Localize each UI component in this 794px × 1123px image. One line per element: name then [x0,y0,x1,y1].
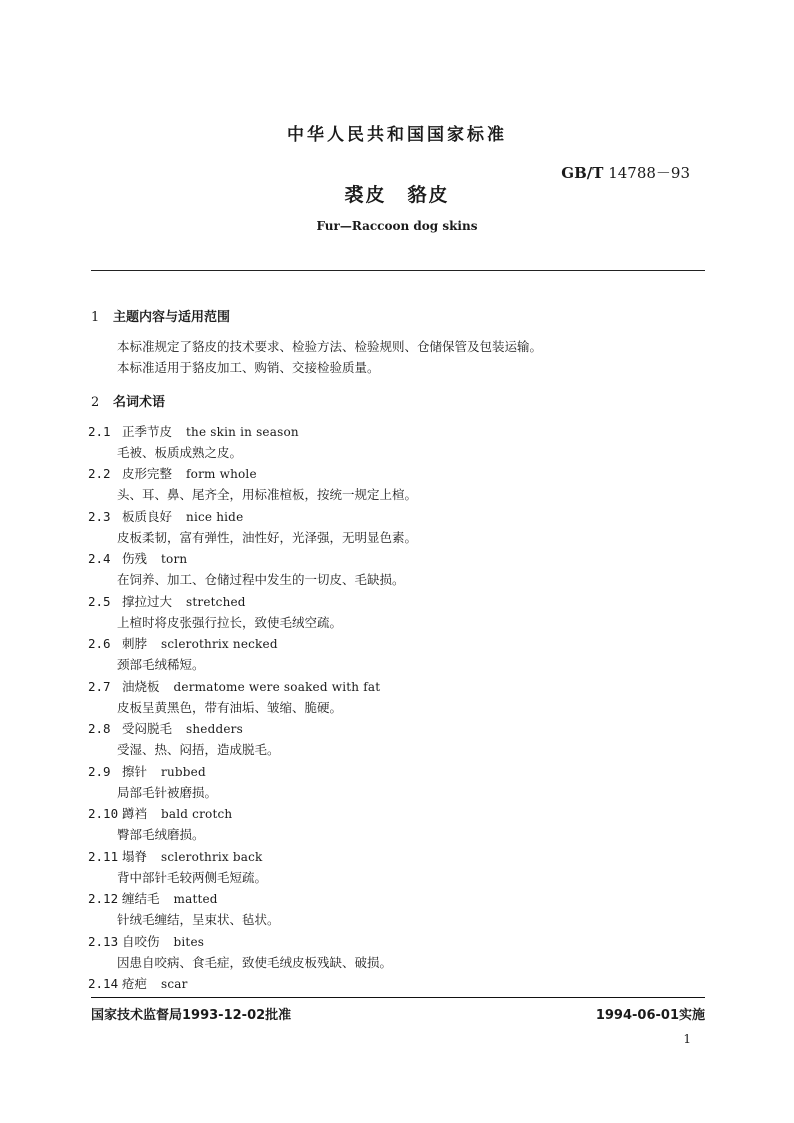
term-english: stretched [186,595,246,609]
term-entry [88,634,278,652]
term-chinese: 油烧板 [122,679,160,694]
term-entry [88,464,257,482]
approval-date: 国家技术监督局1993-12-02批准 [91,1008,292,1023]
term-number: 2.8 [88,721,111,736]
section-number: 2 [91,395,100,410]
document-title-zh: 裘皮 貉皮 [344,184,450,206]
term-number: 2.13 [88,934,119,949]
term-definition: 皮板呈黄黑色，带有油垢、皱缩、脆硬。 [117,700,343,715]
section-title: 名词术语 [113,395,166,410]
section-number: 1 [91,310,100,325]
term-definition: 因患自咬病、食毛症，致使毛绒皮板残缺、破损。 [117,955,393,970]
term-definition: 皮板柔韧，富有弹性，油性好，光泽强，无明显色素。 [117,530,418,545]
term-number: 2.11 [88,849,119,864]
term-definition: 在饲养、加工、仓储过程中发生的一切皮、毛缺损。 [117,572,405,587]
term-entry [88,932,204,950]
section-1-heading [91,306,230,325]
term-english: sclerothrix necked [161,637,278,651]
term-number: 2.4 [88,551,111,566]
term-number: 2.14 [88,976,119,991]
national-standard-heading: 中华人民共和国国家标准 [287,125,507,145]
term-english: form whole [186,467,257,481]
term-entry [88,719,243,737]
header-divider [91,270,705,271]
term-number: 2.7 [88,679,111,694]
term-english: shedders [186,722,243,736]
section-1-paragraph: 本标准适用于貉皮加工、购销、交接检验质量。 [117,360,380,375]
standard-code-number: 14788－93 [608,164,690,182]
term-definition: 颈部毛绒稀短。 [117,657,205,672]
term-english: dermatome were soaked with fat [173,680,381,694]
section-title: 主题内容与适用范围 [113,310,231,325]
term-definition: 毛被、板质成熟之皮。 [117,445,243,460]
term-number: 2.10 [88,806,119,821]
term-entry [88,889,218,907]
term-entry [88,804,232,822]
term-chinese: 擦针 [122,764,148,779]
term-english: bites [173,935,205,949]
term-entry [88,422,299,440]
term-chinese: 正季节皮 [122,424,173,439]
section-2-heading [91,391,165,410]
term-chinese: 板质良好 [122,509,173,524]
standard-code-prefix: GB/T [561,164,604,182]
term-english: bald crotch [161,807,233,821]
term-chinese: 撑拉过大 [122,594,173,609]
term-definition: 针绒毛缠结，呈束状、毡状。 [117,912,280,927]
document-title-en: Fur—Raccoon dog skins [316,219,478,233]
term-chinese: 皮形完整 [122,466,173,481]
term-english: rubbed [161,765,206,779]
term-definition: 头、耳、鼻、尾齐全，用标准楦板，按统一规定上楦。 [117,487,418,502]
term-entry [88,507,243,525]
term-number: 2.3 [88,509,111,524]
term-entry [88,974,188,992]
term-chinese: 刺脖 [122,636,148,651]
term-chinese: 自咬伤 [122,934,160,949]
term-chinese: 蹲裆 [122,806,148,821]
term-entry [88,677,380,695]
term-definition: 局部毛针被磨损。 [117,785,218,800]
term-definition: 臀部毛绒磨损。 [117,827,205,842]
page-number: 1 [683,1032,691,1046]
footer-divider [91,997,705,998]
term-english: the skin in season [186,425,299,439]
term-chinese: 疮疤 [122,976,148,991]
term-entry [88,592,246,610]
term-definition: 背中部针毛较两侧毛短疏。 [117,870,268,885]
term-definition: 受湿、热、闷捂，造成脱毛。 [117,742,280,757]
term-english: torn [161,552,188,566]
term-english: nice hide [186,510,244,524]
term-chinese: 受闷脱毛 [122,721,173,736]
term-chinese: 伤残 [122,551,148,566]
term-number: 2.6 [88,636,111,651]
term-definition: 上楦时将皮张强行拉长，致使毛绒空疏。 [117,615,343,630]
term-number: 2.9 [88,764,111,779]
term-number: 2.12 [88,891,119,906]
term-entry [88,762,206,780]
term-number: 2.1 [88,424,111,439]
term-english: matted [173,892,218,906]
term-number: 2.2 [88,466,111,481]
section-1-paragraph: 本标准规定了貉皮的技术要求、检验方法、检验规则、仓储保管及包装运输。 [117,339,543,354]
term-entry [88,847,263,865]
implementation-date: 1994-06-01实施 [595,1008,705,1023]
term-entry [88,549,187,567]
term-chinese: 缠结毛 [122,891,160,906]
term-chinese: 塌脊 [122,849,148,864]
term-english: scar [161,977,188,991]
term-english: sclerothrix back [161,850,263,864]
term-number: 2.5 [88,594,111,609]
